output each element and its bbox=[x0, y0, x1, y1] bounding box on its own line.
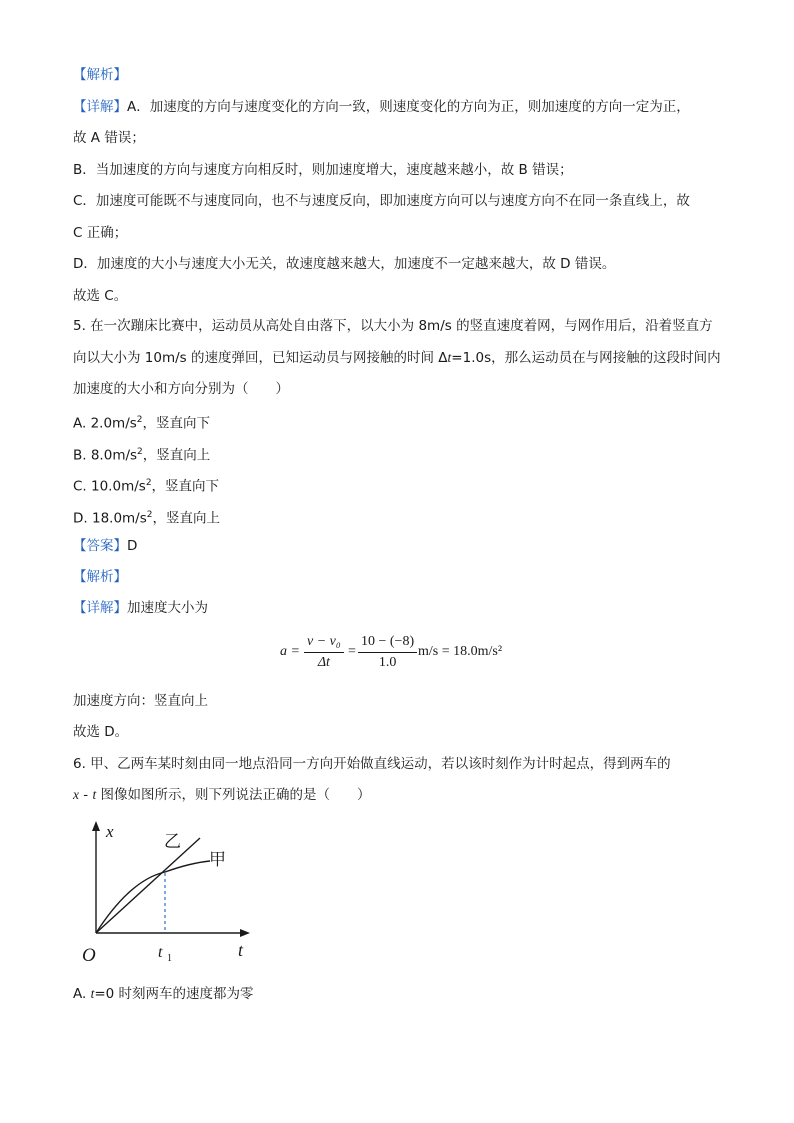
formula-rhs: m/s = 18.0m/s² bbox=[418, 644, 503, 659]
q6-option-a bbox=[73, 985, 254, 1003]
q5-stem-line2 bbox=[73, 349, 721, 367]
detail-header: 【详解】 bbox=[73, 99, 127, 115]
detail-line-a2: 故 A 错误； bbox=[73, 130, 145, 146]
formula-frac2-den: 1.0 bbox=[378, 655, 397, 670]
q6-option-a-prefix: A. bbox=[73, 986, 91, 1002]
q6-stem-line2 bbox=[73, 786, 371, 804]
formula-frac1-den: Δt bbox=[317, 655, 330, 670]
q5-option-a-sup: 2 bbox=[136, 415, 143, 425]
q6-stem-line1: 6. 甲、乙两车某时刻由同一地点沿同一方向开始做直线运动，若以该时刻作为计时起点，得到两车的 bbox=[73, 756, 671, 772]
q5-answer-header: 【答案】 bbox=[73, 538, 127, 554]
q5-option-d-dir: ，竖直向上 bbox=[152, 510, 221, 527]
q5-stem-line3: 加速度的大小和方向分别为（ ） bbox=[73, 381, 289, 397]
q5-option-c-dir: ，竖直向下 bbox=[151, 478, 220, 495]
q5-option-a bbox=[73, 411, 210, 433]
q5-answer-line bbox=[73, 537, 137, 555]
q5-direction-line: 加速度方向：竖直向上 bbox=[73, 693, 208, 709]
q5-analysis-header: 【解析】 bbox=[73, 569, 127, 585]
xt-graph bbox=[70, 815, 270, 975]
detail-text-a1: A．加速度的方向与速度变化的方向一致，则速度变化的方向为正，则加速度的方向一定为正， bbox=[127, 99, 690, 115]
q6-stem2-rest: 图像如图所示，则下列说法正确的是（ ） bbox=[96, 787, 371, 803]
q5-option-d-sup: 2 bbox=[146, 510, 153, 520]
choice-line: 故选 C。 bbox=[73, 288, 128, 304]
label-yi: 乙 bbox=[164, 832, 181, 852]
formula-frac1-num: v − v₀ bbox=[304, 632, 344, 653]
detail-line-a1 bbox=[73, 98, 690, 116]
origin-label: O bbox=[82, 945, 96, 966]
label-jia: 甲 bbox=[209, 850, 226, 870]
q6-stem2-t: t bbox=[92, 787, 97, 802]
y-axis-arrow-icon bbox=[92, 821, 100, 831]
q5-option-b-value: B. 8.0m/s bbox=[73, 447, 138, 464]
q5-option-b-sup: 2 bbox=[137, 447, 143, 457]
acceleration-formula bbox=[0, 632, 794, 680]
q5-option-c bbox=[73, 474, 219, 496]
q5-option-d bbox=[73, 506, 220, 528]
analysis-header: 【解析】 bbox=[73, 67, 127, 83]
detail-line-c1: C．加速度可能既不与速度同向，也不与速度反向，即加速度方向可以与速度方向不在同一条直线上，故 bbox=[73, 193, 690, 209]
y-axis-label: x bbox=[106, 822, 114, 841]
formula-fraction-1 bbox=[304, 632, 344, 673]
x-axis-label: t bbox=[238, 940, 244, 960]
q5-stem2-b: =1.0s，那么运动员在与网接触的这段时间内 bbox=[451, 350, 721, 366]
q6-stem2-dash: - bbox=[79, 787, 93, 803]
q5-choice-line: 故选 D。 bbox=[73, 724, 129, 740]
q6-option-a-rest: =0 时刻两车的速度都为零 bbox=[94, 986, 254, 1002]
q5-option-b-dir: ，竖直向上 bbox=[142, 447, 211, 464]
q6-stem2-x: x bbox=[73, 787, 79, 802]
q5-stem-line1: 5. 在一次蹦床比赛中，运动员从高处自由落下，以大小为 8m/s 的竖直速度着网，与网作用后，沿着竖直方 bbox=[73, 318, 713, 334]
detail-line-b: B．当加速度的方向与速度方向相反时，则加速度增大，速度越来越小，故 B 错误； bbox=[73, 162, 573, 178]
q5-detail-text: 加速度大小为 bbox=[127, 600, 208, 616]
detail-line-c2: C 正确； bbox=[73, 225, 128, 241]
t1-label: t bbox=[158, 944, 163, 961]
q6-option-a-t: t bbox=[90, 986, 95, 1001]
q5-option-a-dir: ，竖直向下 bbox=[142, 415, 211, 432]
formula-lhs: a = bbox=[280, 644, 300, 659]
q5-stem2-t: t bbox=[447, 350, 452, 365]
curve-jia bbox=[96, 861, 210, 933]
q5-stem2-a: 向以大小为 10m/s 的速度弹回，已知运动员与网接触的时间 Δ bbox=[73, 350, 448, 366]
q5-option-c-sup: 2 bbox=[145, 478, 152, 488]
q5-detail-header: 【详解】 bbox=[73, 600, 127, 616]
q5-option-b bbox=[73, 443, 210, 465]
q5-option-d-value: D. 18.0m/s bbox=[73, 510, 147, 527]
q5-answer-value: D bbox=[127, 538, 138, 554]
q5-option-a-value: A. 2.0m/s bbox=[73, 415, 137, 432]
x-axis-arrow-icon bbox=[240, 929, 250, 937]
formula-frac2-num: 10 − (−8) bbox=[358, 632, 417, 653]
formula-fraction-2 bbox=[358, 632, 417, 673]
formula-eq1: = bbox=[348, 644, 356, 659]
q5-detail-line bbox=[73, 599, 208, 617]
line-yi bbox=[96, 838, 200, 933]
t1-subscript: 1 bbox=[167, 953, 172, 964]
detail-line-d: D．加速度的大小与速度大小无关，故速度越来越大，加速度不一定越来越大，故 D 错误。 bbox=[73, 256, 616, 272]
q5-option-c-value: C. 10.0m/s bbox=[73, 478, 146, 495]
